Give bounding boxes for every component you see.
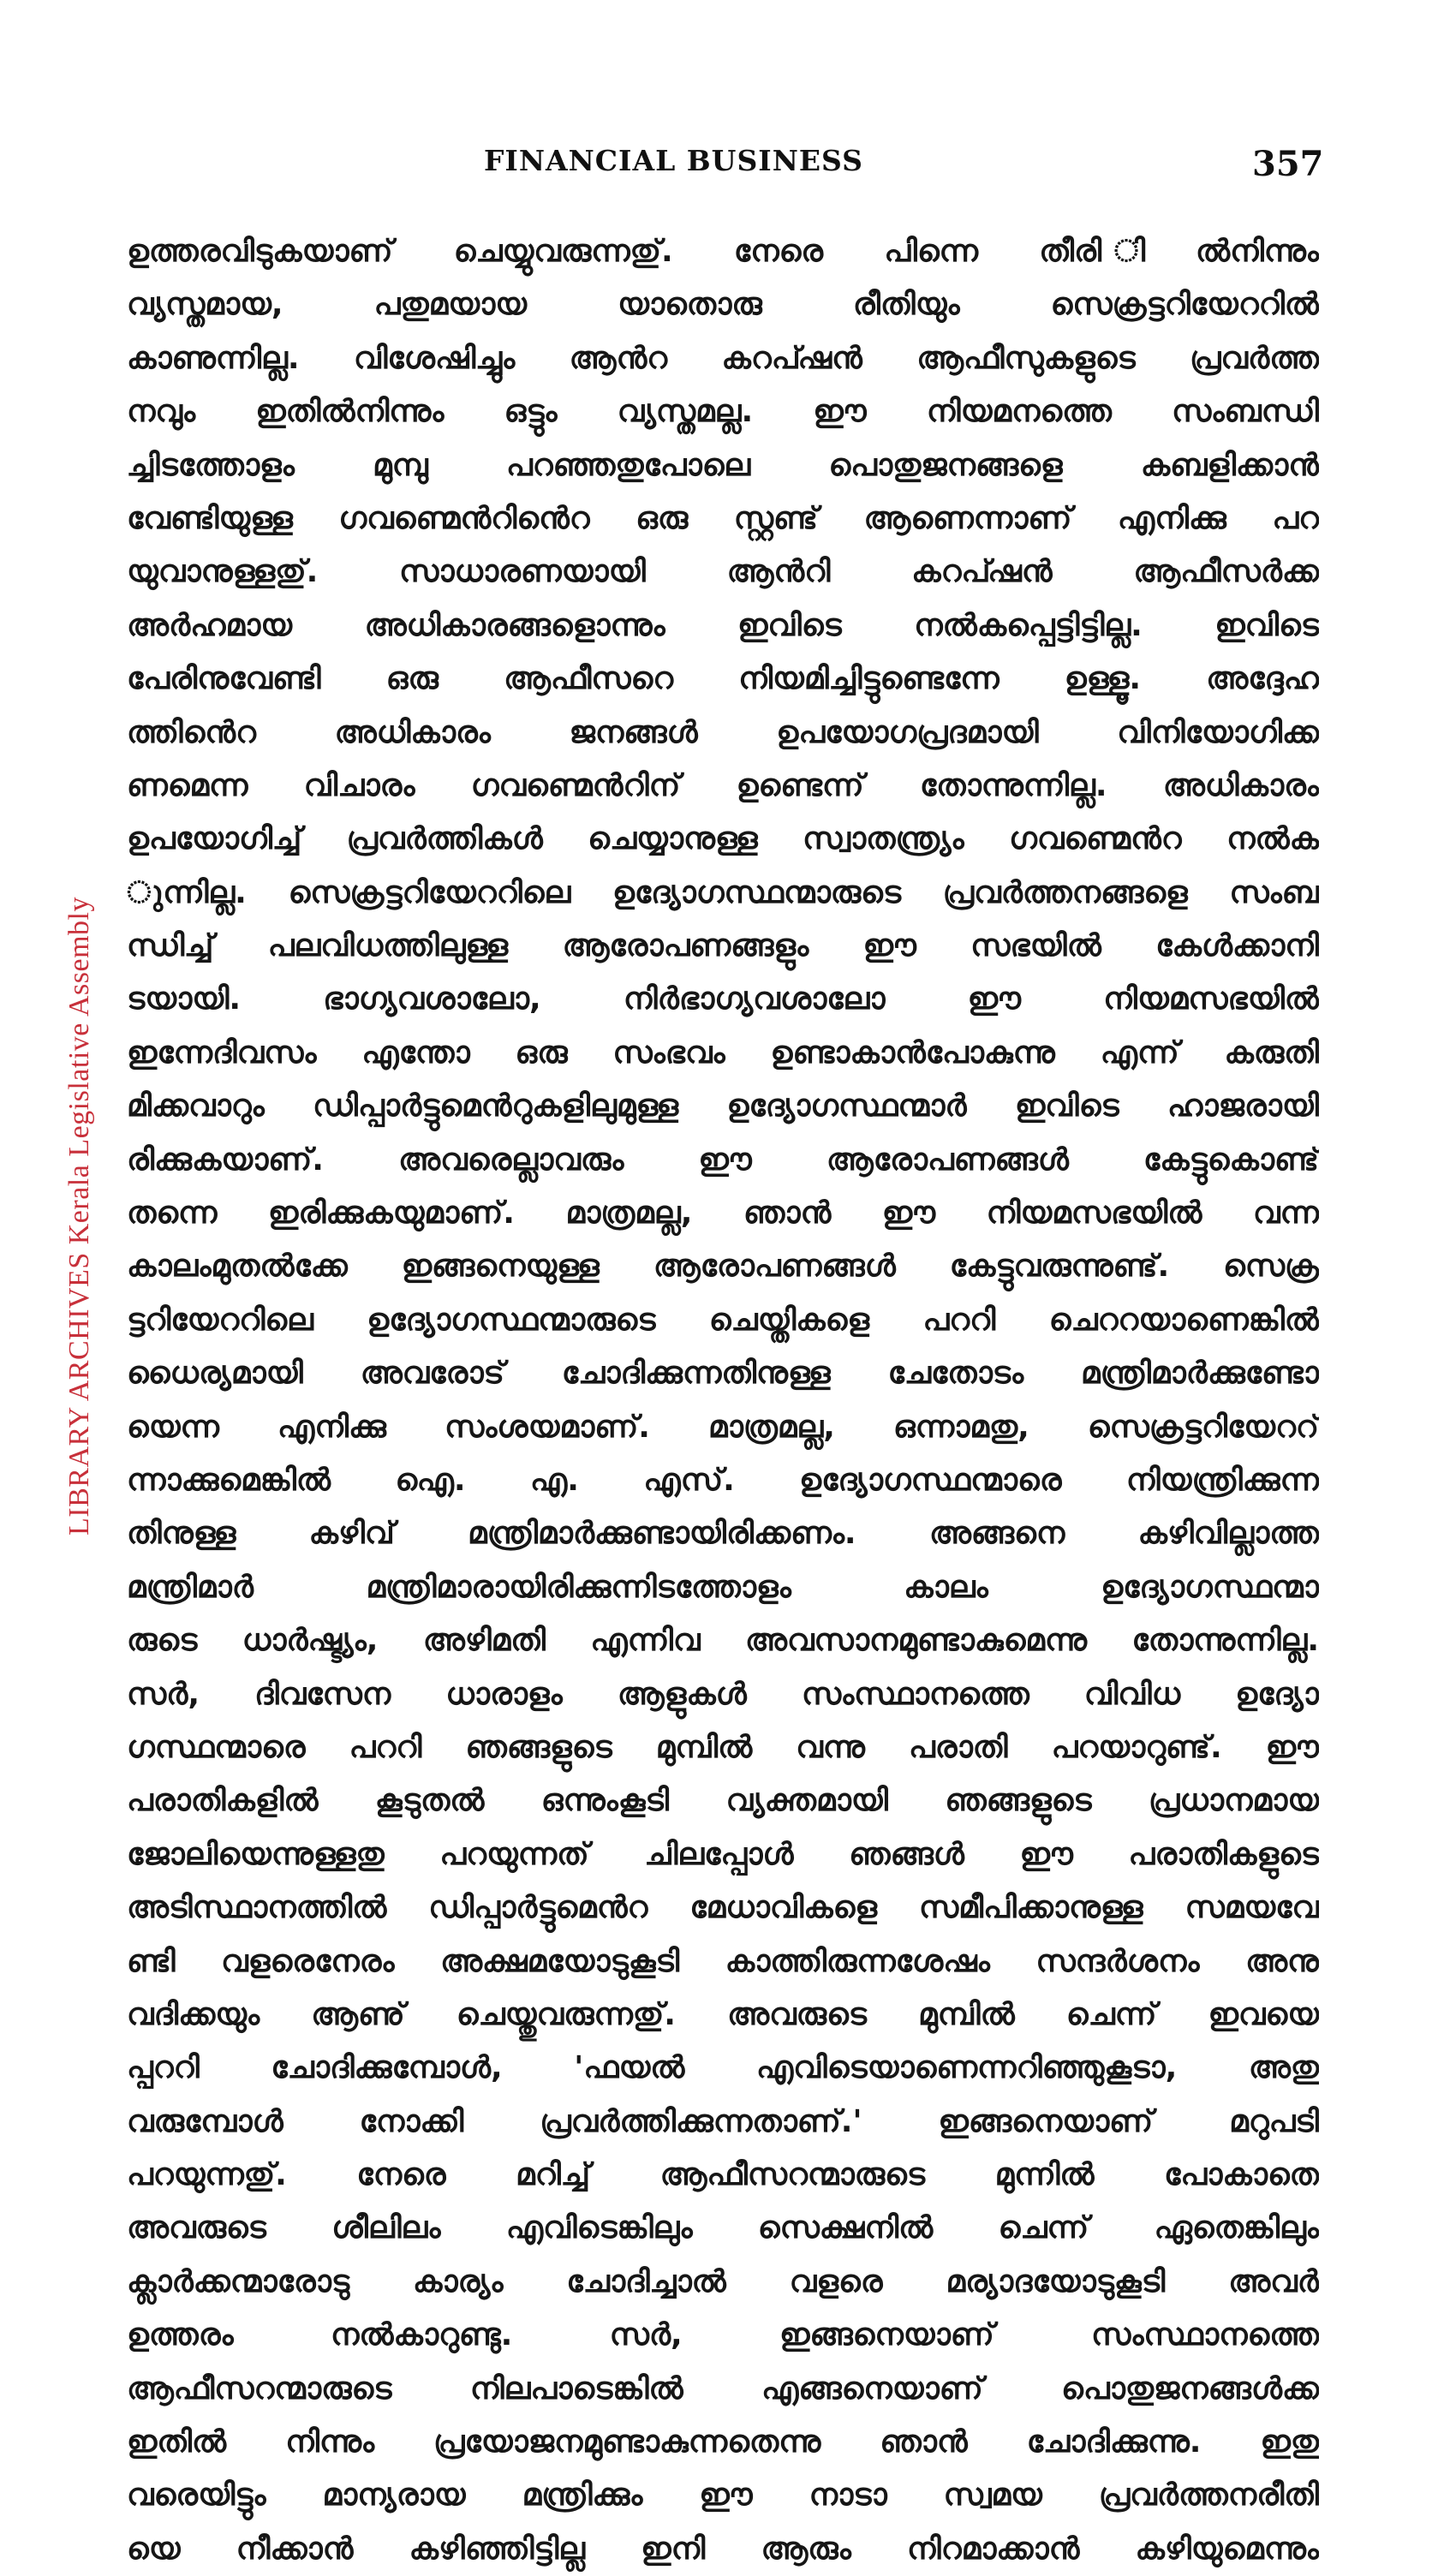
text-line: പറയുന്നതു്. നേരെ മറിച്ച് ആഫീസറന്മാരുടെ മുന്നിൽ പോകാതെ: [127, 2157, 1319, 2193]
text-line: യെന്ന എനിക്കു സംശയമാണ്. മാത്രമല്ല, ഒന്നാമതു, സെക്രട്ടറിയേററ്: [127, 1409, 1319, 1445]
text-line: മന്ത്രിമാർ മന്ത്രിമാരായിരിക്കുന്നിടത്തോളം കാലം ഉദ്യോഗസ്ഥന്മാ: [127, 1569, 1319, 1605]
text-line: ണ്ടി വളരെനേരം അക്ഷമയോടുകൂടി കാത്തിരുന്നശേഷം സന്ദർശനം അനു: [127, 1943, 1319, 1979]
text-line: ട്ടറിയേററിലെ ഉദ്യോഗസ്ഥന്മാരുടെ ചെയ്തികളെ പററി ചെററയാണെങ്കിൽ: [127, 1302, 1319, 1338]
text-line: രിക്കുകയാണ്. അവരെല്ലാവരും ഈ ആരോപണങ്ങൾ കേട്ടുകൊണ്ട്: [127, 1142, 1319, 1178]
text-line: ഉത്തരം നൽകാറുണ്ടു. സർ, ഇങ്ങനെയാണ് സംസ്ഥാനത്തെ: [127, 2317, 1319, 2353]
text-line: വദിക്കയും ആണു് ചെയ്തുവരുന്നതു്. അവരുടെ മുമ്പിൽ ചെന്ന് ഇവയെ: [127, 1996, 1319, 2032]
text-line: വരുമ്പോൾ നോക്കി പ്രവർത്തിക്കുന്നതാണ്.' ഇങ്ങനെയാണ് മറുപടി: [127, 2103, 1319, 2139]
text-line: തന്നെ ഇരിക്കുകയുമാണ്. മാത്രമല്ല, ഞാൻ ഈ നിയമസഭയിൽ വന്ന: [127, 1196, 1319, 1231]
text-line: ുന്നില്ല. സെക്രട്ടറിയേററിലെ ഉദ്യോഗസ്ഥന്മാരുടെ പ്രവർത്തനങ്ങളെ സംബ: [127, 874, 1319, 910]
text-line: ത്തിൻെറ അധികാരം ജനങ്ങൾ ഉപയോഗപ്രദമായി വിനിയോഗിക്ക: [127, 714, 1319, 750]
text-line: ക്ലാർക്കന്മാരോടു കാര്യം ചോദിച്ചാൽ വളരെ മര്യാദയോടുകൂടി അവർ: [127, 2263, 1319, 2299]
text-line: ഉത്തരവിടുകയാണ് ചെയ്യുവരുന്നതു്. നേരെ പിന്നെ തീരി ിൽനിന്നും: [127, 234, 1319, 269]
text-line: ഇതിൽ നിന്നും പ്രയോജനമുണ്ടാകുന്നതെന്നു ഞാൻ ചോദിക്കുന്നു. ഇതു: [127, 2424, 1319, 2460]
text-line: ടയായി. ഭാഗ്യവശാലോ, നിർഭാഗ്യവശാലോ ഈ നിയമസഭയിൽ: [127, 981, 1319, 1017]
body-text: [127, 225, 1319, 2576]
text-line: അടിസ്ഥാനത്തിൽ ഡിപ്പാർട്ടുമെൻറ മേധാവികളെ സമീപിക്കാനുള്ള സമയവേ: [127, 1890, 1319, 1926]
text-line: ഗസ്ഥന്മാരെ പററി ഞങ്ങളുടെ മുമ്പിൽ വന്നു പരാതി പറയാറുണ്ട്. ഈ: [127, 1729, 1319, 1765]
text-line: കാണുന്നില്ല. വിശേഷിച്ചും ആൻറ കറപ്ഷൻ ആഫീസുകളുടെ പ്രവർത്ത: [127, 340, 1319, 376]
text-line: യെ നീക്കാൻ കഴിഞ്ഞിട്ടില്ല ഇനി ആരും നിറമാക്കാൻ കഴിയുമെന്നും: [127, 2531, 1319, 2567]
text-line: ന്ധിച്ച് പലവിധത്തിലുള്ള ആരോപണങ്ങളും ഈ സഭയിൽ കേൾക്കാനി: [127, 928, 1319, 964]
text-line: ഉപയോഗിച്ച് പ്രവർത്തികൾ ചെയ്യാനുള്ള സ്വാതന്ത്ര്യം ഗവണ്മെൻറ നൽക: [127, 821, 1319, 857]
text-line: കാലംമുതൽക്കേ ഇങ്ങനെയുള്ള ആരോപണങ്ങൾ കേട്ടുവരുന്നുണ്ട്. സെക്ര: [127, 1249, 1319, 1285]
text-line: പ്പററി ചോദിക്കുമ്പോൾ, 'ഫയൽ എവിടെയാണെന്നറിഞ്ഞുകൂടാ, അതു: [127, 2050, 1319, 2086]
text-line: വേണ്ടിയുള്ള ഗവണ്മെൻറിൻെറ ഒരു സ്റ്റണ്ട് ആണെന്നാണ് എനിക്കു പറ: [127, 500, 1319, 536]
text-line: അർഹമായ അധികാരങ്ങളൊന്നും ഇവിടെ നൽകപ്പെട്ടിട്ടില്ല. ഇവിടെ: [127, 607, 1319, 643]
text-line: ന്നാക്കുമെങ്കിൽ ഐ. എ. എസ്. ഉദ്യോഗസ്ഥന്മാരെ നിയന്ത്രിക്കുന്ന: [127, 1462, 1319, 1498]
text-line: പേരിനുവേണ്ടി ഒരു ആഫീസറെ നിയമിച്ചിട്ടുണ്ടെന്നേ ഉള്ളൂ. അദ്ദേഹ: [127, 661, 1319, 697]
text-line: ഇന്നേദിവസം എന്തോ ഒരു സംഭവം ഉണ്ടാകാൻപോകുന്നു എന്ന് കരുതി: [127, 1035, 1319, 1070]
running-header-title: FINANCIAL BUSINESS: [484, 144, 863, 177]
text-line: വ്യസ്തമായ, പതുമയായ യാതൊരു രീതിയും സെക്രട്ടറിയേററിൽ: [127, 287, 1319, 323]
text-line: ആഫീസറന്മാരുടെ നിലപാടെങ്കിൽ എങ്ങനെയാണ് പൊതുജനങ്ങൾക്ക: [127, 2370, 1319, 2406]
text-line: ധൈര്യമായി അവരോട് ചോദിക്കുന്നതിനുള്ള ചേതോടം മന്ത്രിമാർക്കുണ്ടോ: [127, 1356, 1319, 1392]
text-line: വരെയിട്ടും മാന്യരായ മന്ത്രിക്കും ഈ നാടാ സ്വമയ പ്രവർത്തനരീതി: [127, 2478, 1319, 2513]
text-line: സർ, ദിവസേന ധാരാളം ആളുകൾ സംസ്ഥാനത്തെ വിവിധ ഉദ്യോ: [127, 1676, 1319, 1712]
text-line: രുടെ ധാർഷ്ട്യം, അഴിമതി എന്നിവ അവസാനമുണ്ടാകുമെന്നു തോന്നുന്നില്ല.: [127, 1623, 1319, 1659]
text-line: പരാതികളിൽ കൂടുതൽ ഒന്നുംകൂടി വ്യക്തമായി ഞങ്ങളുടെ പ്രധാനമായ: [127, 1783, 1319, 1819]
library-archives-watermark: LIBRARY ARCHIVES Kerala Legislative Assembly: [63, 896, 95, 1536]
text-line: അവരുടെ ശീലിലം എവിടെങ്കിലും സെക്ഷനിൽ ചെന്ന് ഏതെങ്കിലും: [127, 2210, 1319, 2246]
text-line: നവും ഇതിൽനിന്നും ഒട്ടും വ്യസ്തമല്ല. ഈ നിയമനത്തെ സംബന്ധി: [127, 394, 1319, 430]
text-line: ജോലിയെന്നുള്ളതു പറയുന്നത് ചിലപ്പോൾ ഞങ്ങൾ ഈ പരാതികളുടെ: [127, 1836, 1319, 1872]
text-line: ണമെന്ന വിചാരം ഗവണ്മെൻറിന് ഉണ്ടെന്ന് തോന്നുന്നില്ല. അധികാരം: [127, 767, 1319, 803]
text-line: തിനുള്ള കഴിവ് മന്ത്രിമാർക്കുണ്ടായിരിക്കണം. അങ്ങനെ കഴിവില്ലാത്ത: [127, 1516, 1319, 1552]
text-line: മിക്കവാറും ഡിപ്പാർട്ടുമെൻറുകളിലുമുള്ള ഉദ്യോഗസ്ഥന്മാർ ഇവിടെ ഹാജരായി: [127, 1088, 1319, 1124]
text-line: യുവാനുള്ളതു്. സാധാരണയായി ആൻറി കറപ്ഷൻ ആഫീസർക്ക: [127, 554, 1319, 590]
page-number: 357: [1252, 144, 1324, 184]
text-line: ച്ചിടത്തോളം മുമ്പു പറഞ്ഞതുപോലെ പൊതുജനങ്ങളെ കബളിക്കാൻ: [127, 447, 1319, 483]
